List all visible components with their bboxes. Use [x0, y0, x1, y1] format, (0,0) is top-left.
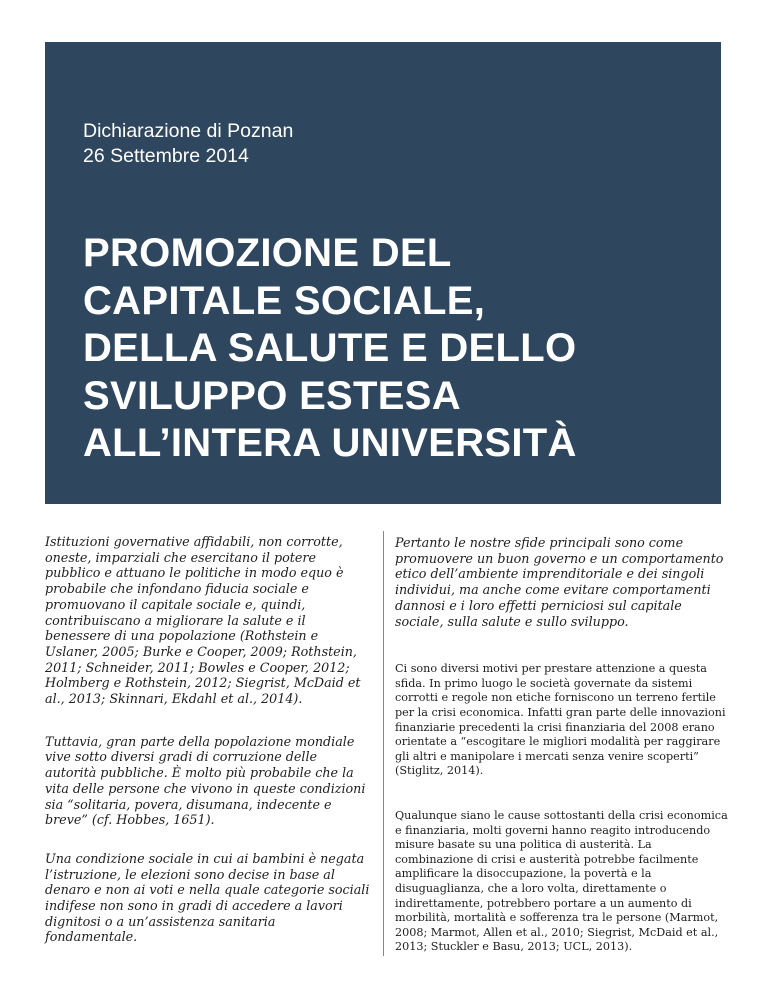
- title-line: ALL’INTERA UNIVERSITÀ: [83, 421, 577, 465]
- event-date: 26 Settembre 2014: [83, 145, 249, 167]
- page-title: [83, 230, 713, 468]
- left-paragraph-3: Una condizione sociale in cui ai bambini è negata l’istruzione, le elezioni sono decise in base al denaro e non ai voti e nella quale categorie sociali indifese non sono in gradi di accedere a lavori dignitosi o a un’assistenza sanitaria fondamentale.: [45, 850, 370, 945]
- title-line: DELLA SALUTE E DELLO: [83, 326, 577, 370]
- column-divider: [383, 531, 384, 956]
- right-paragraph-1: Ci sono diversi motivi per prestare attenzione a questa sfida. In primo luogo le società governate da sistemi corrotti e regole non etiche forniscono un terreno fertile per la crisi economica. Infatti gran parte delle innovazioni finanziarie precedenti la crisi finanziaria del 2008 erano orientate a “escogitare le migliori modalità per raggirare gli altri e manipolare i mercati senza venire scoperti” (Stiglitz, 2014).: [395, 662, 726, 778]
- right-column: [395, 535, 730, 955]
- right-intro: Pertanto le nostre sfide principali sono come promuovere un buon governo e un comportamento etico dell’ambiente imprenditoriale e dei singoli individui, ma anche come evitare comportamenti dannosi e i loro effetti perniciosi sul capitale sociale, sulla salute e sullo sviluppo.: [395, 535, 724, 629]
- left-column: [45, 534, 370, 945]
- event-name: Dichiarazione di Poznan: [83, 120, 294, 142]
- event-info: [83, 119, 293, 169]
- left-paragraph-2: Tuttavia, gran parte della popolazione mondiale vive sotto diversi gradi di corruzione delle autorità pubbliche. È molto più probabile che la vita delle persone che vivono in queste condizioni sia “solitaria, povera, disumana, indecente e breve” (cf. Hobbes, 1651).: [45, 733, 366, 828]
- title-line: SVILUPPO ESTESA: [83, 373, 461, 418]
- title-line: PROMOZIONE DEL: [83, 231, 452, 275]
- title-banner: [45, 42, 721, 504]
- right-paragraph-2: Qualunque siano le cause sottostanti della crisi economica e finanziaria, molti governi hanno reagito introducendo misure basate su una politica di austerità. La combinazione di crisi e austerità potrebbe facilmente amplificare la disoccupazione, la povertà e la disuguaglianza, che a loro volta, direttamente o indirettamente, potrebbero portare a un aumento di morbilità, mortalità e sofferenza tra le persone (Marmot, 2008; Marmot, Allen et al., 2010; Siegrist, McDaid et al., 2013; Stuckler e Basu, 2013; UCL, 2013).: [395, 808, 728, 954]
- title-line: CAPITALE SOCIALE,: [83, 278, 486, 323]
- left-paragraph-1: Istituzioni governative affidabili, non corrotte, oneste, imparziali che esercitano il potere pubblico e attuano le politiche in modo equo è probabile che infondano fiducia sociale e promuovano il capitale sociale e, quindi, contribuiscano a migliorare la salute e il benessere di una popolazione (Rothstein e Uslaner, 2005; Burke e Cooper, 2009; Rothstein, 2011; Schneider, 2011; Bowles e Cooper, 2012; Holmberg e Rothstein, 2012; Siegrist, McDaid et al., 2013; Skinnari, Ekdahl et al., 2014).: [45, 534, 361, 707]
